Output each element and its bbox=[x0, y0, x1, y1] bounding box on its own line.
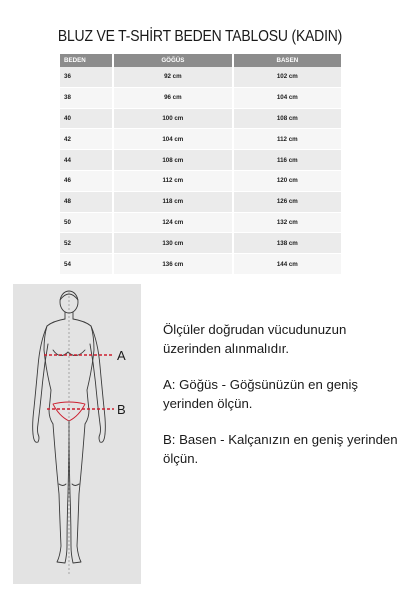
cell-beden: 42 bbox=[60, 129, 113, 150]
right-arm-outer bbox=[91, 326, 105, 434]
cell-gogus: 100 cm bbox=[113, 108, 233, 129]
page-title: BLUZ VE T-SHİRT BEDEN TABLOSU (KADIN) bbox=[57, 28, 343, 45]
table-header-row bbox=[60, 54, 341, 67]
right-hand bbox=[99, 434, 105, 442]
cell-gogus: 112 cm bbox=[113, 170, 233, 191]
table-row bbox=[60, 150, 341, 171]
note-hip: B: Basen - Kalçanızın en geniş yerinden ölçün. bbox=[163, 432, 398, 466]
cell-gogus: 92 cm bbox=[113, 67, 233, 87]
cell-gogus: 130 cm bbox=[113, 233, 233, 254]
table-row bbox=[60, 233, 341, 254]
cell-beden: 50 bbox=[60, 212, 113, 233]
cell-beden: 40 bbox=[60, 108, 113, 129]
cell-basen: 132 cm bbox=[233, 212, 341, 233]
header-basen: BASEN bbox=[233, 54, 341, 67]
cell-gogus: 96 cm bbox=[113, 87, 233, 108]
label-a: A bbox=[117, 348, 126, 363]
cell-basen: 144 cm bbox=[233, 254, 341, 275]
cell-basen: 116 cm bbox=[233, 150, 341, 171]
cell-beden: 54 bbox=[60, 254, 113, 275]
cell-beden: 52 bbox=[60, 233, 113, 254]
note-bust: A: Göğüs - Göğsünüzün en geniş yerinden ölçün. bbox=[163, 377, 359, 411]
body-figure-panel bbox=[13, 284, 141, 584]
cell-beden: 48 bbox=[60, 191, 113, 212]
header-gogus: GÖĞÜS bbox=[113, 54, 233, 67]
table-row bbox=[60, 67, 341, 87]
table-row bbox=[60, 108, 341, 129]
right-leg bbox=[69, 421, 85, 563]
cell-basen: 138 cm bbox=[233, 233, 341, 254]
cell-basen: 104 cm bbox=[233, 87, 341, 108]
cell-gogus: 118 cm bbox=[113, 191, 233, 212]
cell-beden: 44 bbox=[60, 150, 113, 171]
cell-gogus: 124 cm bbox=[113, 212, 233, 233]
cell-basen: 102 cm bbox=[233, 67, 341, 87]
note-intro: Ölçüler doğrudan vücudunuzun üzerinden alınmalıdır. bbox=[163, 322, 347, 356]
cell-basen: 108 cm bbox=[233, 108, 341, 129]
measurement-notes bbox=[163, 320, 398, 485]
cell-gogus: 136 cm bbox=[113, 254, 233, 275]
table-row bbox=[60, 129, 341, 150]
body-figure bbox=[13, 284, 141, 584]
cell-basen: 126 cm bbox=[233, 191, 341, 212]
cell-basen: 112 cm bbox=[233, 129, 341, 150]
cell-gogus: 104 cm bbox=[113, 129, 233, 150]
left-leg bbox=[53, 421, 69, 563]
header-beden: BEDEN bbox=[60, 54, 113, 67]
left-hand bbox=[33, 434, 39, 442]
table-row bbox=[60, 87, 341, 108]
label-b: B bbox=[117, 402, 126, 417]
cell-beden: 46 bbox=[60, 170, 113, 191]
left-arm-outer bbox=[33, 326, 47, 434]
table-row bbox=[60, 212, 341, 233]
cell-gogus: 108 cm bbox=[113, 150, 233, 171]
table-row bbox=[60, 170, 341, 191]
cell-basen: 120 cm bbox=[233, 170, 341, 191]
table-row bbox=[60, 191, 341, 212]
size-table bbox=[60, 54, 341, 275]
cell-beden: 38 bbox=[60, 87, 113, 108]
cell-beden: 36 bbox=[60, 67, 113, 87]
table-row bbox=[60, 254, 341, 275]
